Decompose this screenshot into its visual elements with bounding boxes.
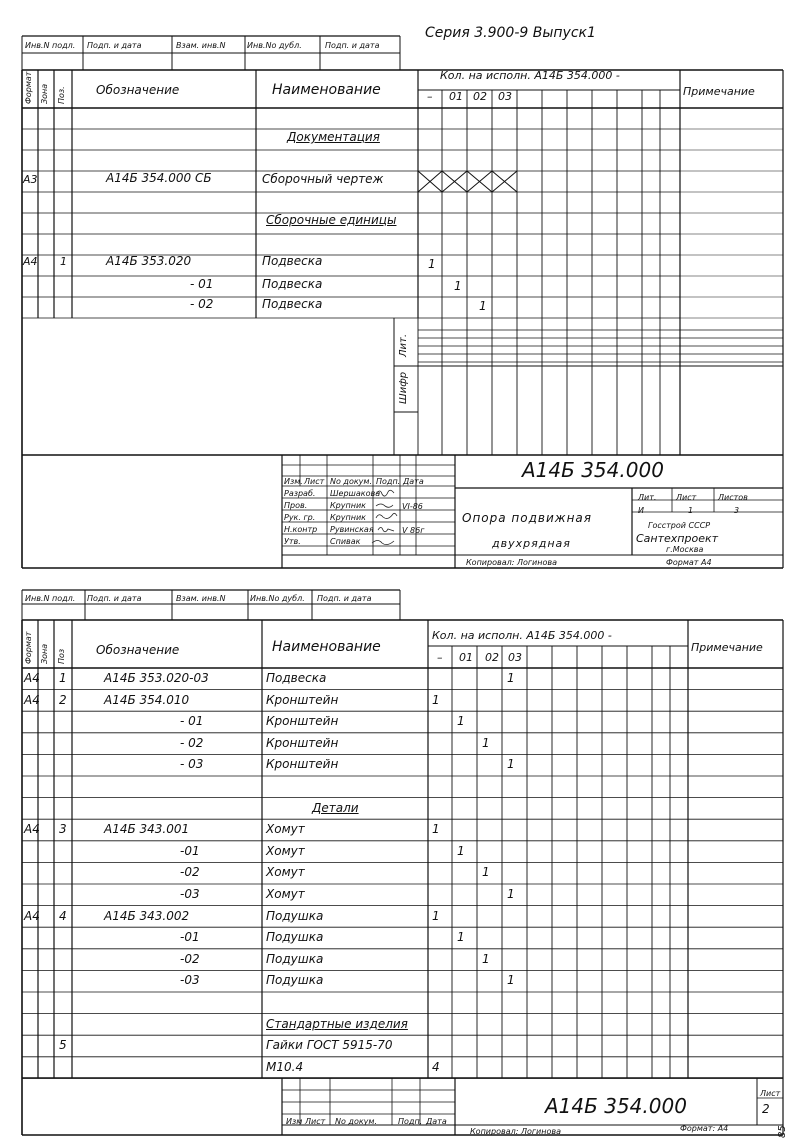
tb1-nkontr-role: Н.контр [284,525,318,534]
row-name: Гайки ГОСТ 5915-70 [266,1038,393,1053]
row-name: Кронштейн [266,714,339,729]
row-designation: -01 [180,930,200,945]
s1-row4-q2: 1 [479,299,487,313]
s2-footer-copied: Копировал: Логинова [470,1127,561,1136]
tb1-copied: Копировал: Логинова [466,558,557,567]
tb1-listov-val: 3 [734,506,740,515]
row-name: Подушка [266,908,324,923]
s2-footer-data: Дата [426,1117,447,1126]
hdr-designation: Обозначение [96,83,180,97]
s2-footer-doc: No докум. [335,1117,377,1126]
s1-row4-name: Подвеска [262,297,323,311]
row-qty: 1 [507,973,515,988]
row-designation: -03 [180,887,200,901]
tb1-razrab-name: Шершакова [330,489,381,498]
row-designation: - 02 [180,735,204,750]
tb1-razrab-role: Разраб. [284,489,316,498]
s1-row4-designation: - 02 [190,297,214,311]
tb1-org1: Госстрой СССР [648,521,711,530]
s2-hdr-dash: – [437,651,443,664]
s2-hdr-designation: Обозначение [96,643,180,657]
row-qty: 1 [507,757,515,772]
s2-footer-podp: Подп. [398,1117,423,1126]
s1-row2-format: А4 [23,255,38,268]
s2-hdr-v01: 01 [459,651,473,664]
row-name: Кронштейн [266,757,339,772]
s2-hdr-note: Примечание [691,641,763,654]
tb1-list-val: 1 [688,506,694,515]
row-name: Хомут [266,822,305,837]
s2-footer-list: Лист [305,1117,326,1126]
row-qty: 1 [457,930,465,945]
stamp-podp-data2: Подп. и дата [325,41,380,50]
s2-hdr-format: Формат [24,631,33,664]
tb1-col-podp: Подп. [376,477,401,486]
row-qty: 1 [432,908,440,923]
row-name: Подушка [266,973,324,988]
tb1-col-list: Лист [304,477,325,486]
row-name: Кронштейн [266,735,339,750]
s1-row2-name: Подвеска [262,254,323,268]
row-qty: 1 [507,887,515,901]
row-name: Хомут [266,887,305,901]
row-name: Кронштейн [266,692,339,707]
row-qty: 1 [482,951,490,966]
stamp2-inv-podl: Инв.N подл. [25,594,76,603]
row-pos: 5 [59,1038,67,1053]
s2-hdr-name: Наименование [272,639,381,655]
row-qty: 1 [507,671,515,685]
tb1-prov-date: VI-86 [402,502,423,511]
row-pos: 1 [59,671,67,685]
tb1-lit-val: И [638,506,644,515]
s2-hdr-pos: Поз [57,648,66,664]
s2-footer-code: А14Б 354.000 [545,1094,687,1118]
row-name: Подвеска [266,671,327,685]
stamp-podp-data: Подп. и дата [87,41,142,50]
tb1-lit: Лит. [638,493,657,502]
row-section-title: Стандартные изделия [266,1016,408,1031]
row-qty: 1 [432,822,440,837]
tb1-list: Лист [676,493,697,502]
row-qty: 1 [432,692,440,707]
tb1-org2: Сантехпроект [636,532,719,545]
s1-row1-name: Сборочный чертеж [262,172,384,186]
row-name: М10.4 [266,1059,304,1074]
row-format: А4 [24,671,40,685]
row-designation: -02 [180,865,200,880]
row-designation: -01 [180,843,200,858]
tb1-gr-name: Крупник [330,513,366,522]
s2-hdr-qty: Кол. на исполн. А14Б 354.000 - [432,629,612,642]
row-designation: А14Б 343.001 [104,822,190,837]
tb1-code: А14Б 354.000 [522,458,664,482]
s1-row2-designation: А14Б 353.020 [106,254,192,268]
tb1-listov: Листов [718,493,748,502]
series-title: Серия 3.900-9 Выпуск1 [425,25,596,41]
tb1-utv-name: Спивак [330,537,361,546]
row-designation: А14Б 343.002 [104,908,190,923]
hdr-dash: – [427,90,433,103]
hdr-note: Примечание [683,85,755,98]
row-qty: 1 [457,843,465,858]
tb1-nkontr-name: Рувинская [330,525,374,534]
tb1-title2: двухрядная [492,537,571,550]
stamp2-podp-data: Подп. и дата [87,594,142,603]
stamp2-podp-data2: Подп. и дата [317,594,372,603]
s2-hdr-zone: Зона [40,643,49,664]
row-qty: 1 [482,735,490,750]
row-pos: 2 [59,692,67,707]
stamp-inv-dubl: Инв.No дубл. [247,41,302,50]
tb1-gr-role: Рук. гр. [284,513,316,522]
s2-footer-format: Формат: А4 [680,1124,729,1133]
tb1-title1: Опора подвижная [462,511,593,525]
row-format: А4 [24,692,40,707]
row-designation: - 03 [180,757,204,772]
s1-row2-q0: 1 [428,257,436,271]
stamp-vzam-inv: Взам. инв.N [176,41,226,50]
tb1-utv-role: Утв. [284,537,301,546]
s1-row3-q1: 1 [454,279,462,293]
hdr-zone: Зона [40,83,49,104]
row-name: Подушка [266,930,324,945]
s1-row3-designation: - 01 [190,277,214,291]
hdr-v01: 01 [449,90,463,103]
s2-footer-izm: Изм [286,1117,303,1126]
section-docs: Документация [287,130,380,144]
s1-row1-designation: А14Б 354.000 СБ [106,171,212,185]
row-designation: - 01 [180,714,204,729]
row-designation: А14Б 354.010 [104,692,190,707]
stamp2-inv-dubl: Инв.No дубл. [250,594,305,603]
tb1-col-izm: Изм. [284,477,303,486]
s2-hdr-v02: 02 [485,651,499,664]
row-qty: 1 [457,714,465,729]
row-section-title: Детали [312,800,359,815]
tb1-org3: г.Москва [666,545,704,554]
hdr-name: Наименование [272,82,381,98]
tb1-col-doc: No докум. [330,477,372,486]
s2-hdr-v03: 03 [508,651,522,664]
row-format: А4 [24,822,40,837]
hdr-pos: Поз. [57,86,66,104]
s1-row2-pos: 1 [60,255,67,268]
stamp2-vzam-inv: Взам. инв.N [176,594,226,603]
row-pos: 3 [59,822,67,837]
row-qty: 4 [432,1059,440,1074]
row-name: Хомут [266,865,305,880]
row-designation: -02 [180,951,200,966]
side-label-lit: Лит. [398,333,409,357]
s2-footer-sheet-num: 2 [762,1102,770,1116]
hdr-format: Формат [24,71,33,104]
tb1-nkontr-date: V 86г [402,526,425,535]
s2-footer-sheet-label: Лист [760,1089,781,1098]
corner-mark: 85 [777,1125,788,1138]
side-label-shifr: Шифр [398,371,409,404]
row-qty: 1 [482,865,490,880]
tb1-prov-name: Крупник [330,501,366,510]
s1-row3-name: Подвеска [262,277,323,291]
tb1-prov-role: Пров. [284,501,308,510]
section-assemblies: Сборочные единицы [266,213,397,227]
tb1-format: Формат А4 [666,558,712,567]
row-name: Подушка [266,951,324,966]
row-format: А4 [24,908,40,923]
s1-row1-format: А3 [23,173,38,186]
row-name: Хомут [266,843,305,858]
row-pos: 4 [59,908,67,923]
stamp-inv-podl: Инв.N подл. [25,41,76,50]
hdr-v03: 03 [498,90,512,103]
tb1-col-data: Дата [403,477,424,486]
hdr-qty: Кол. на исполн. А14Б 354.000 - [440,69,620,82]
row-designation: А14Б 353.020-03 [104,671,209,685]
hdr-v02: 02 [473,90,487,103]
row-designation: -03 [180,973,200,988]
